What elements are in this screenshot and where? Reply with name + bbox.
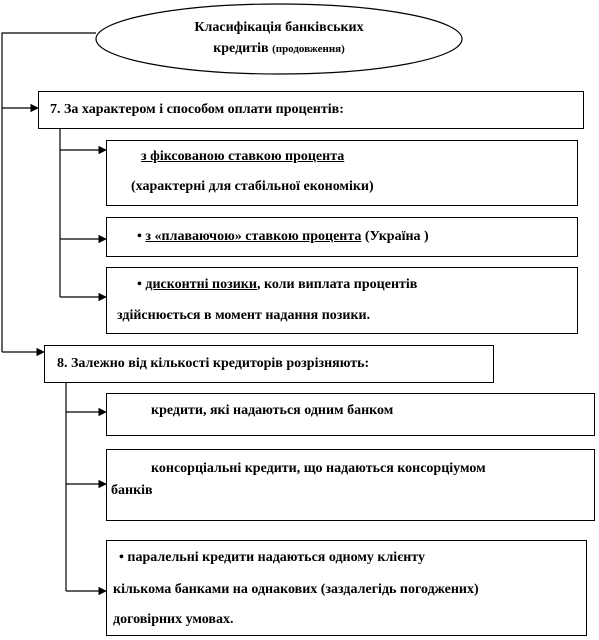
s8-item3-line1-text: паралельні кредити надаються одному клієнту [127,550,426,565]
s7-item1-line2: (характерні для стабільної економіки) [131,179,374,194]
s8-item2-line1: консорціальні кредити, що надаються консорціумом [151,461,486,476]
s7-item3-line2: здійснюється в момент надання позики. [117,308,371,323]
s8-item3-line3: договірних умовах. [113,612,234,627]
section7-heading: 7. За характером і способом оплати процентів: [50,102,344,117]
s7-item2-rest: (Україна ) [361,229,429,244]
title-line2-small: (продовження) [272,43,345,55]
section7-item3-box [106,267,578,334]
s8-item3-line2: кількома банками на однакових (заздалегідь погоджених) [113,582,479,597]
bullet: • [137,277,142,292]
section8-item3-box [106,540,587,636]
s7-item3-rest: , коли виплата процентів [256,277,418,292]
s7-item2-text [137,222,429,252]
diagram-title [96,2,462,76]
bullet: • [137,229,142,244]
title-line1: Класифікація банківських [194,20,364,35]
section8-heading: 8. Залежно від кількості кредиторів розрізняють: [57,356,370,371]
title-line2-main: кредитів [213,41,269,56]
s7-item3-underlined: дисконтні позики [145,277,257,292]
s8-item1-text: кредити, які надаються одним банком [151,403,394,418]
s7-item3-line1 [137,270,417,300]
s8-item2-line2: банків [111,483,153,498]
section7-item1-box [106,140,578,206]
section8-heading-box [44,345,494,383]
section7-heading-box [38,91,584,129]
bullet: • [119,550,124,565]
s7-item2-underlined: з «плаваючою» ставкою процента [145,229,362,244]
section8-item2-box [106,449,595,521]
section8-item1-box [106,393,595,436]
s8-item3-line1 [119,543,425,573]
section7-item2-box [106,217,578,257]
title-line2 [96,39,462,59]
main-bus-line [2,33,96,352]
s7-item1-line1: з фіксованою ставкою процента [141,149,345,164]
